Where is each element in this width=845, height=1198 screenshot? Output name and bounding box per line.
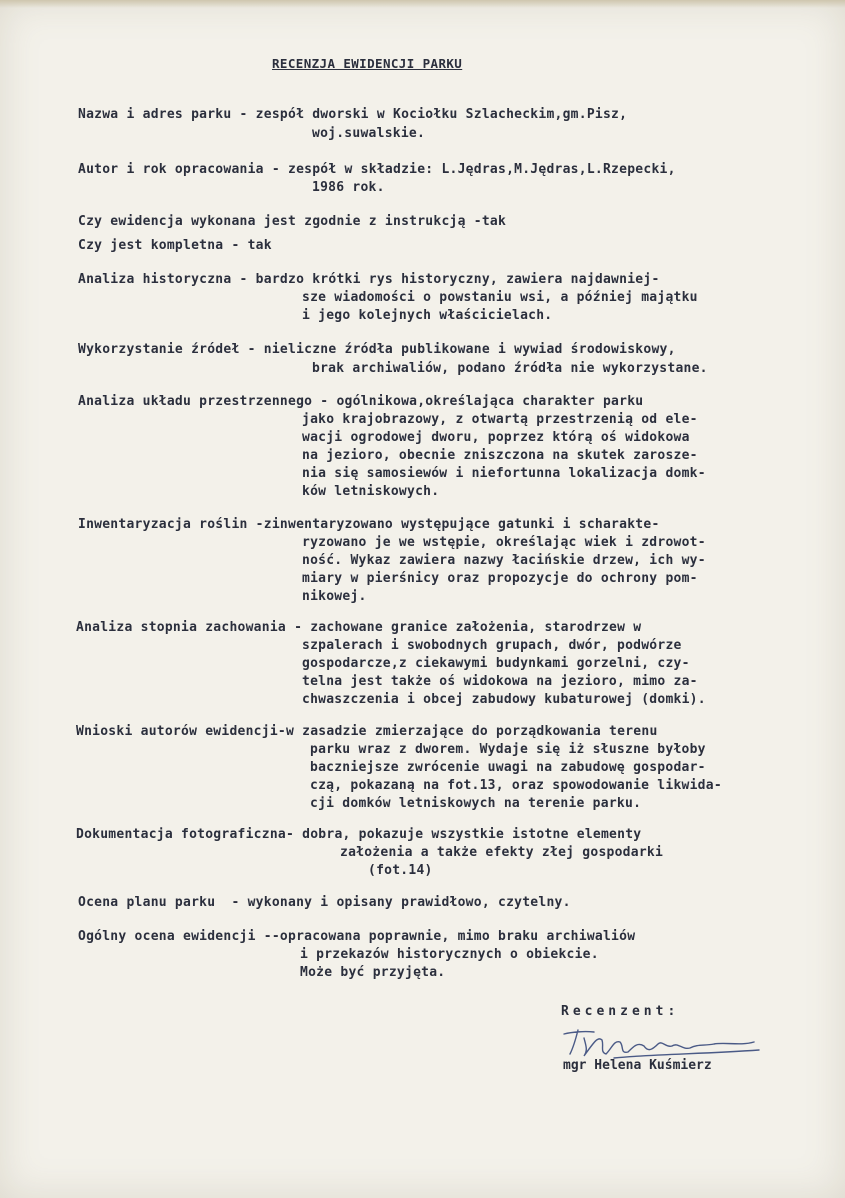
text-line: (fot.14): [368, 863, 433, 878]
text-line: i przekazów historycznych o obiekcie.: [300, 947, 599, 962]
text-line: ność. Wykaz zawiera nazwy łacińskie drzew, ich wy-: [302, 553, 706, 568]
text-line: Analiza historyczna - bardzo krótki rys historyczny, zawiera najdawniej-: [78, 272, 660, 287]
reviewer-label: Recenzent:: [561, 1004, 680, 1019]
text-line: gospodarcze,z ciekawymi budynkami gorzelni, czy-: [302, 656, 690, 671]
text-line: Ocena planu parku - wykonany i opisany prawidłowo, czytelny.: [78, 895, 571, 910]
text-line: szpalerach i swobodnych grupach, dwór, podwórze: [302, 638, 682, 653]
text-line: Inwentaryzacja roślin -zinwentaryzowano występujące gatunki i scharakte-: [78, 517, 660, 532]
text-line: Autor i rok opracowania - zespół w składzie: L.Jędras,M.Jędras,L.Rzepecki,: [78, 162, 676, 177]
reviewer-name: mgr Helena Kuśmierz: [563, 1058, 712, 1073]
document-title: RECENZJA EWIDENCJI PARKU: [272, 56, 463, 71]
text-line: woj.suwalskie.: [312, 126, 426, 141]
text-line: parku wraz z dworem. Wydaje się iż słuszne byłoby: [310, 742, 706, 757]
text-line: założenia a także efekty złej gospodarki: [340, 845, 664, 860]
paper-edge: [0, 0, 845, 8]
text-line: sze wiadomości o powstaniu wsi, a później majątku: [302, 290, 698, 305]
text-line: wacji ogrodowej dworu, poprzez którą oś widokowa: [302, 430, 690, 445]
text-line: telna jest także oś widokowa na jezioro, mimo za-: [302, 674, 698, 689]
text-line: Analiza stopnia zachowania - zachowane granice założenia, starodrzew w: [76, 620, 642, 635]
text-line: Czy ewidencja wykonana jest zgodnie z instrukcją -tak: [78, 214, 507, 229]
text-line: Ogólny ocena ewidencji --opracowana poprawnie, mimo braku archiwaliów: [78, 929, 636, 944]
text-line: ków letniskowych.: [302, 484, 440, 499]
text-line: na jezioro, obecnie zniszczona na skutek zarosze-: [302, 448, 698, 463]
text-line: Wykorzystanie źródeł - nieliczne źródła publikowane i wywiad środowiskowy,: [78, 342, 676, 357]
text-line: Czy jest kompletna - tak: [78, 238, 272, 253]
text-line: cji domków letniskowych na terenie parku.: [310, 796, 642, 811]
text-line: i jego kolejnych właścicielach.: [302, 308, 553, 323]
text-line: Nazwa i adres parku - zespół dworski w Kociołku Szlacheckim,gm.Pisz,: [78, 107, 628, 122]
text-line: nia się samosiewów i niefortunna lokalizacja domk-: [302, 466, 706, 481]
text-line: nikowej.: [302, 589, 367, 604]
text-line: 1986 rok.: [312, 180, 385, 195]
text-line: Dokumentacja fotograficzna- dobra, pokazuje wszystkie istotne elementy: [76, 827, 642, 842]
text-line: Wnioski autorów ewidencji-w zasadzie zmierzające do porządkowania terenu: [76, 724, 658, 739]
text-line: baczniejsze zwrócenie uwagi na zabudowę gospodar-: [310, 760, 706, 775]
text-line: jako krajobrazowy, z otwartą przestrzenią od ele-: [302, 412, 698, 427]
text-line: ryzowano je we wstępie, określając wiek i zdrowot-: [302, 535, 706, 550]
text-line: chwaszczenia i obcej zabudowy kubaturowej (domki).: [302, 692, 706, 707]
text-line: brak archiwaliów, podano źródła nie wykorzystane.: [312, 361, 708, 376]
text-line: czą, pokazaną na fot.13, oraz spowodowanie likwida-: [310, 778, 722, 793]
text-line: miary w pierśnicy oraz propozycje do ochrony pom-: [302, 571, 698, 586]
text-line: Analiza układu przestrzennego - ogólnikowa,określająca charakter parku: [78, 394, 644, 409]
text-line: Może być przyjęta.: [300, 965, 446, 980]
